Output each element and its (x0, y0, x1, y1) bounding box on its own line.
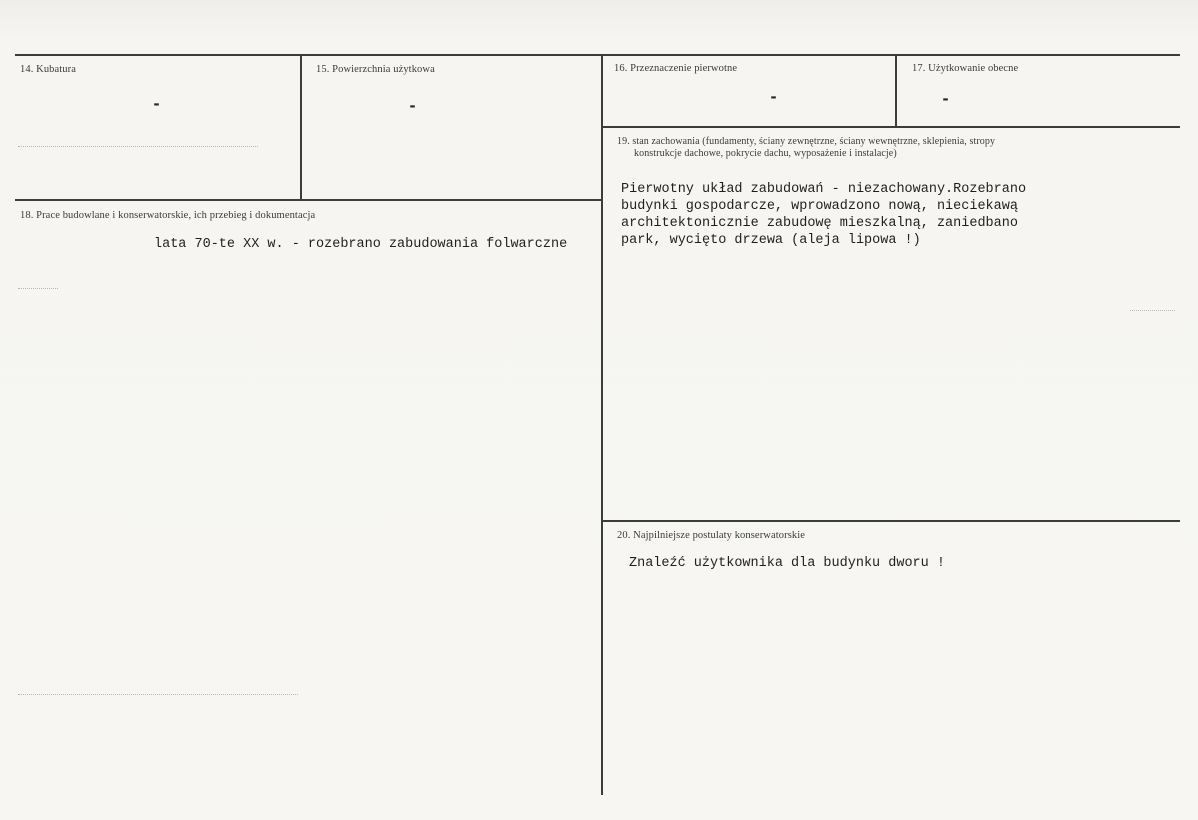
field-19-line: budynki gospodarcze, wprowadzono nową, nieciekawą (621, 199, 1018, 214)
guide-line (18, 288, 58, 289)
field-15-value: - (408, 97, 418, 115)
guide-line (18, 694, 298, 695)
field-19-line: architektonicznie zabudowę mieszkalną, zaniedbano (621, 216, 1018, 231)
field-19-line: Pierwotny układ zabudowań - niezachowany.Rozebrano (621, 182, 1027, 197)
divider-row-right-bottom (602, 520, 1180, 522)
top-border (15, 54, 1180, 56)
field-17-value: - (941, 90, 951, 108)
field-20-value: Znaleźć użytkownika dla budynku dworu ! (629, 556, 945, 571)
field-19-line: park, wycięto drzewa (aleja lipowa !) (621, 233, 921, 248)
guide-line (18, 146, 258, 147)
divider-row-left (15, 199, 602, 201)
field-19-label-line2: konstrukcje dachowe, pokrycie dachu, wyposażenie i instalacje) (634, 148, 897, 159)
field-16-value: - (769, 88, 779, 106)
divider-row-right-top (602, 126, 1180, 128)
field-18-value: lata 70-te XX w. - rozebrano zabudowania folwarczne (154, 237, 568, 252)
divider-14-15 (300, 55, 302, 201)
field-19-label-line1: 19. stan zachowania (fundamenty, ściany zewnętrzne, ściany wewnętrzne, sklepienia, stropy (617, 136, 996, 147)
divider-center (601, 55, 603, 795)
field-17-label: 17. Użytkowanie obecne (912, 63, 1019, 74)
field-14-label: 14. Kubatura (20, 64, 77, 75)
field-16-label: 16. Przeznaczenie pierwotne (614, 63, 738, 74)
guide-line (1130, 310, 1175, 311)
field-14-value: - (152, 95, 162, 113)
field-20-label: 20. Najpilniejsze postulaty konserwatorskie (617, 530, 806, 541)
field-15-label: 15. Powierzchnia użytkowa (316, 64, 435, 75)
divider-16-17 (895, 55, 897, 128)
field-18-label: 18. Prace budowlane i konserwatorskie, ich przebieg i dokumentacja (20, 210, 316, 221)
